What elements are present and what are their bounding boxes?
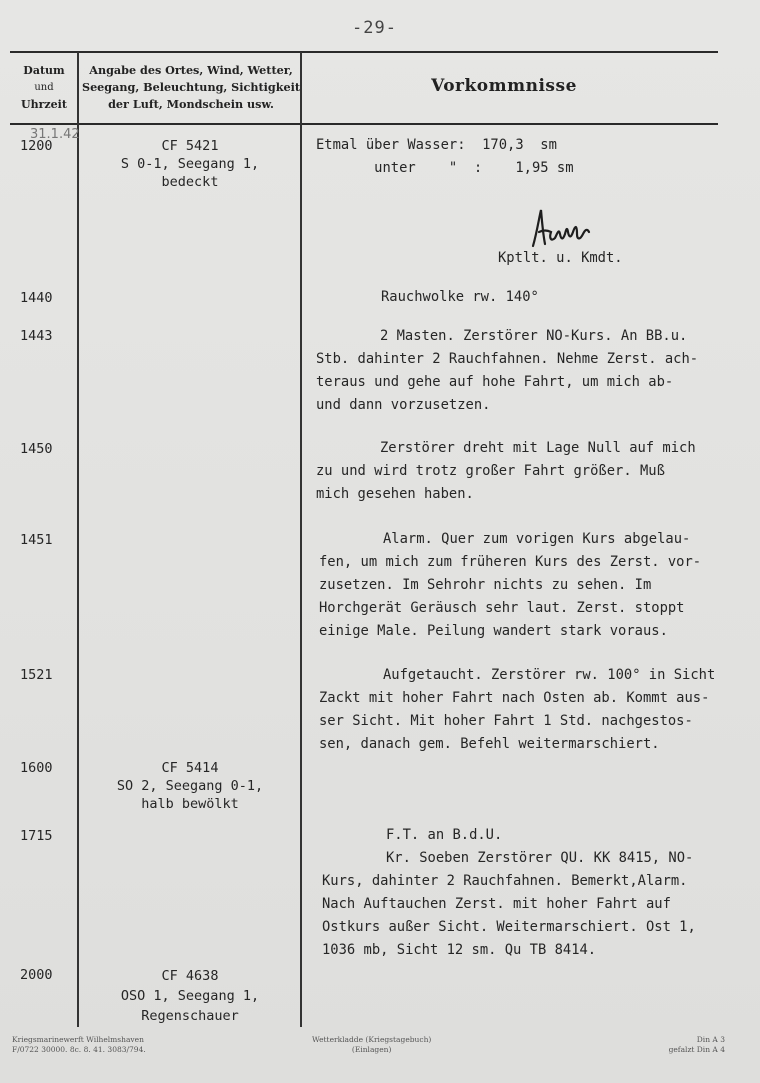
column-divider-2 — [300, 52, 302, 1027]
entry-1521-text: Aufgetaucht. Zerstörer rw. 100° in Sicht Zackt mit hoher Fahrt nach Osten ab. Kommt aus- ser Sicht. Mit hoher Fahrt 1 Std. nachgestos- sen, danach gem. Befehl weitermarschiert. — [319, 667, 716, 752]
location-2000: CF 4638 OSO 1, Seegang 1, Regenschauer — [120, 968, 260, 1024]
entry-1440-text: Rauchwolke rw. 140° — [381, 289, 539, 305]
time-1715: 1715 — [20, 828, 53, 844]
time-1600: 1600 — [20, 760, 53, 776]
entry-1450-text: Zerstörer dreht mit Lage Null auf mich zu und wird trotz großer Fahrt größer. Muß mich gesehen haben. — [316, 440, 696, 502]
entry-kmdt-text: Kptlt. u. Kmdt. — [498, 250, 623, 266]
header-ort-wetter: Angabe des Ortes, Wind, Wetter, Seegang, Beleuchtung, Sichtigkeit der Luft, Mondschein usw. — [81, 63, 300, 111]
footer-paper-size: Din A 3 gefalzt Din A 4 — [668, 1035, 725, 1054]
time-1521: 1521 — [20, 667, 53, 683]
footer-printer: Kriegsmarinewerft Wilhelmshaven F/0722 30000. 8c. 8. 41. 3083/794. — [12, 1035, 146, 1054]
time-1440: 1440 — [20, 290, 53, 306]
header-bottom-rule — [10, 123, 718, 125]
handwritten-date: 31.1.42 — [30, 127, 80, 142]
entry-1200-text: Etmal über Wasser: 170,3 sm unter " : 1,95 sm — [316, 137, 574, 176]
time-1200: 1200 — [20, 138, 53, 154]
footer-form-title: Wetterkladde (Kriegstagebuch) (Einlagen) — [312, 1035, 432, 1054]
location-1600: CF 5414 SO 2, Seegang 0-1, halb bewölkt — [116, 760, 264, 812]
header-vorkommnisse: Vorkommnisse — [431, 76, 577, 96]
header-top-rule — [10, 51, 718, 53]
time-1450: 1450 — [20, 441, 53, 457]
entry-1443-text: 2 Masten. Zerstörer NO-Kurs. An BB.u. Stb. dahinter 2 Rauchfahnen. Nehme Zerst. ach- teraus und gehe auf hohe Fahrt, um mich ab- und dann vorzusetzen. — [316, 328, 699, 413]
time-1443: 1443 — [20, 328, 53, 344]
header-datum-uhrzeit: Datum und Uhrzeit — [21, 64, 67, 111]
column-divider-1 — [77, 52, 79, 1027]
location-1200: CF 5421 S 0-1, Seegang 1, bedeckt — [120, 138, 260, 190]
page-number: -29- — [352, 18, 397, 38]
entry-1451-text: Alarm. Quer zum vorigen Kurs abgelau- fen, um mich zum früheren Kurs des Zerst. vor- zusetzen. Im Sehrohr nichts zu sehen. Im Horchgerät Geräusch sehr laut. Zerst. stoppt einige Male. Peilung wandert stark voraus. — [319, 531, 702, 639]
entry-1715-text: F.T. an B.d.U. Kr. Soeben Zerstörer QU. KK 8415, NO- Kurs, dahinter 2 Rauchfahnen. Bemerkt,Alarm. Nach Auftauchen Zerst. mit hoher Fahrt auf Ostkurs außer Sicht. Weitermarschiert. Ost 1, 1036 mb, Sicht 12 sm. Qu TB 8414. — [322, 827, 696, 958]
time-2000: 2000 — [20, 967, 53, 983]
time-1451: 1451 — [20, 532, 53, 548]
